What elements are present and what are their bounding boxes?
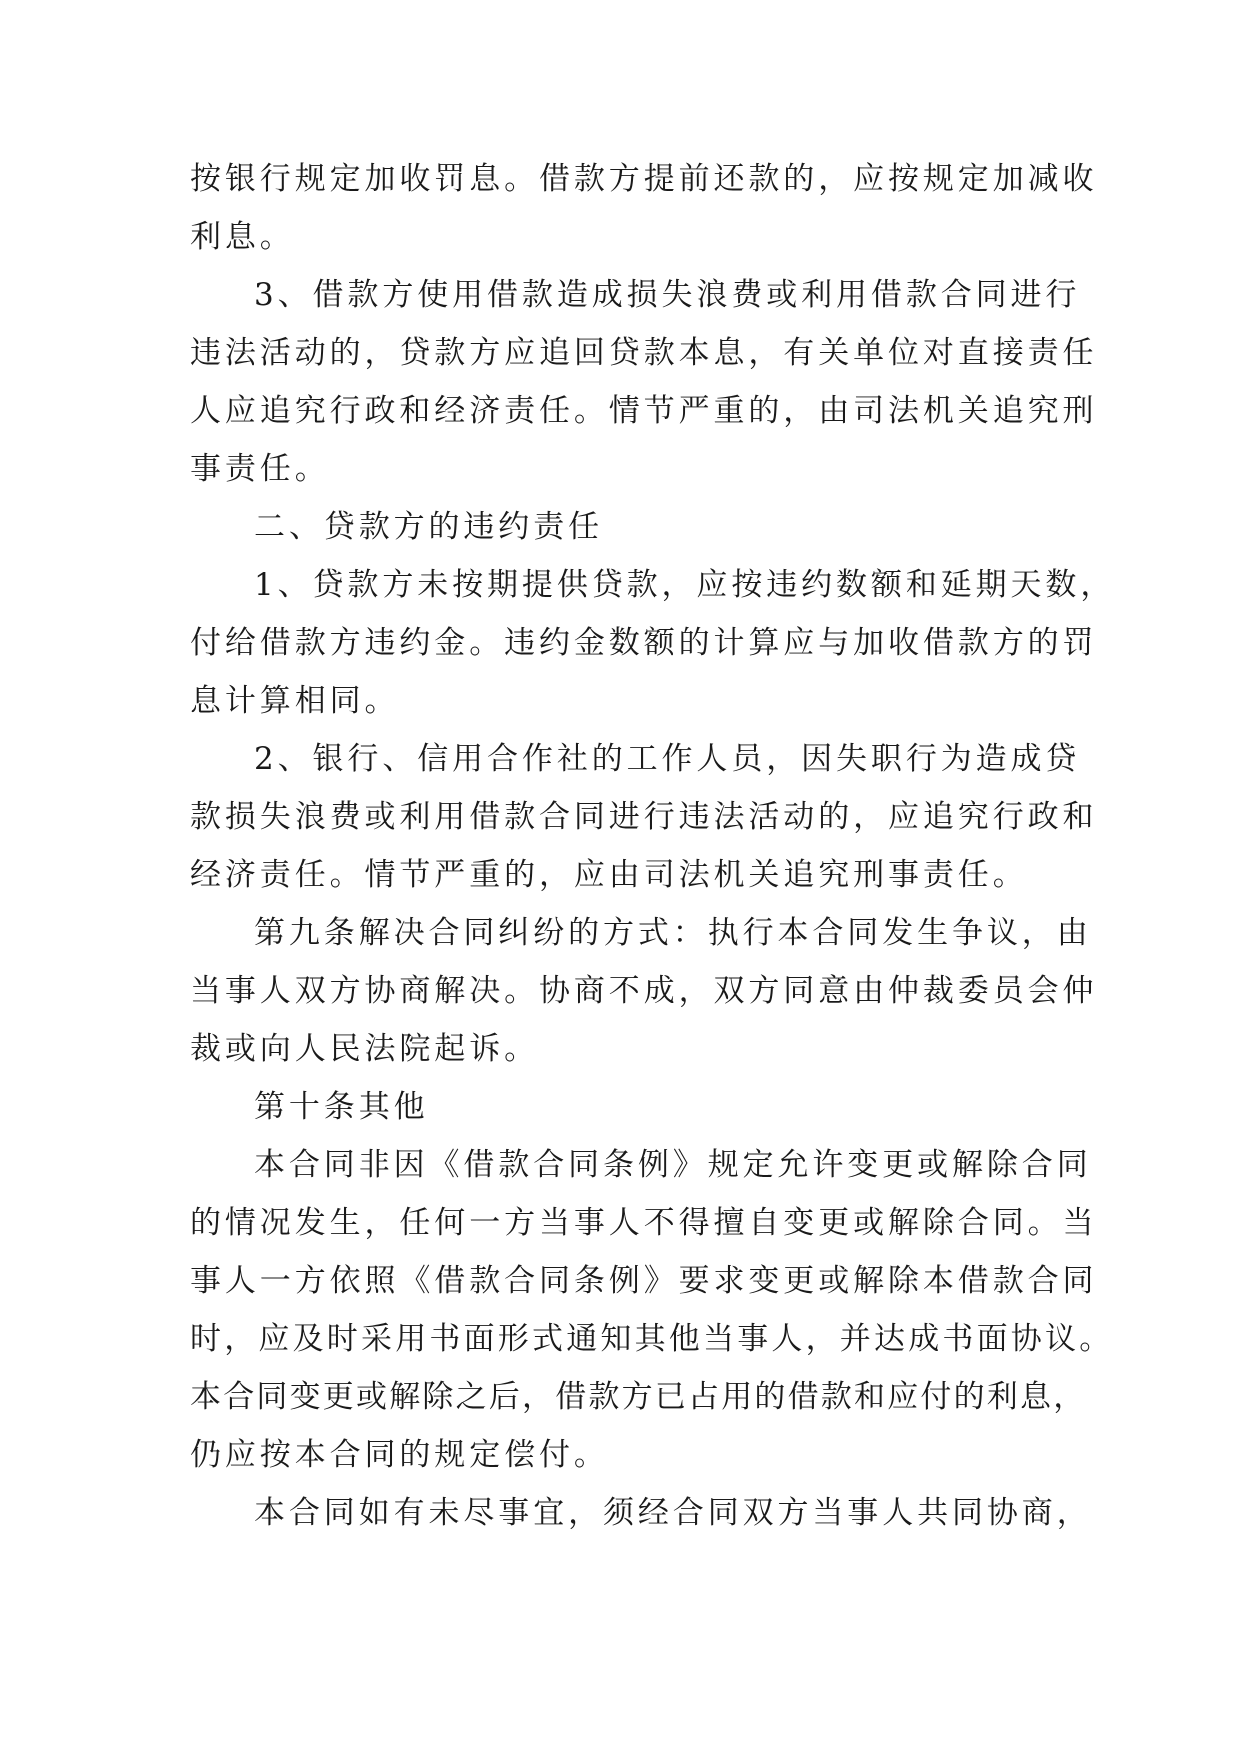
document-page bbox=[190, 150, 1116, 1542]
text-line-4: 违法活动的，贷款方应追回贷款本息，有关单位对直接责任 bbox=[190, 335, 1098, 371]
text-line-2: 利息。 bbox=[190, 219, 295, 255]
text-line-13: 经济责任。情节严重的，应由司法机关追究刑事责任。 bbox=[190, 857, 1028, 893]
text-line-21: 时，应及时采用书面形式通知其他当事人，并达成书面协议。 bbox=[190, 1321, 1114, 1357]
text-line-5: 人应追究行政和经济责任。情节严重的，由司法机关追究刑 bbox=[190, 393, 1098, 429]
text-line-22: 本合同变更或解除之后，借款方已占用的借款和应付的利息， bbox=[190, 1379, 1087, 1415]
article-9-heading: 第九条解决合同纠纷的方式：执行本合同发生争议，由 bbox=[254, 915, 1092, 951]
article-10-heading: 第十条其他 bbox=[254, 1089, 429, 1125]
text-line-16: 裁或向人民法院起诉。 bbox=[190, 1031, 539, 1067]
text-line-9: 付给借款方违约金。违约金数额的计算应与加收借款方的罚 bbox=[190, 625, 1098, 661]
text-line-3: 3、借款方使用借款造成损失浪费或利用借款合同进行 bbox=[254, 277, 1081, 313]
text-line-23: 仍应按本合同的规定偿付。 bbox=[190, 1437, 609, 1473]
text-line-11: 2、银行、信用合作社的工作人员，因失职行为造成贷 bbox=[254, 741, 1081, 777]
text-line-8: 1、贷款方未按期提供贷款，应按违约数额和延期天数， bbox=[254, 567, 1116, 603]
text-line-18: 本合同非因《借款合同条例》规定允许变更或解除合同 bbox=[254, 1147, 1092, 1183]
text-line-1: 按银行规定加收罚息。借款方提前还款的，应按规定加减收 bbox=[190, 161, 1098, 197]
text-line-24: 本合同如有未尽事宜，须经合同双方当事人共同协商， bbox=[254, 1495, 1092, 1531]
text-line-12: 款损失浪费或利用借款合同进行违法活动的，应追究行政和 bbox=[190, 799, 1098, 835]
text-line-15: 当事人双方协商解决。协商不成，双方同意由仲裁委员会仲 bbox=[190, 973, 1098, 1009]
text-line-6: 事责任。 bbox=[190, 451, 330, 487]
text-line-10: 息计算相同。 bbox=[190, 683, 400, 719]
text-line-20: 事人一方依照《借款合同条例》要求变更或解除本借款合同 bbox=[190, 1263, 1098, 1299]
text-line-19: 的情况发生，任何一方当事人不得擅自变更或解除合同。当 bbox=[190, 1205, 1098, 1241]
section-heading-lender-liability: 二、贷款方的违约责任 bbox=[254, 509, 603, 545]
